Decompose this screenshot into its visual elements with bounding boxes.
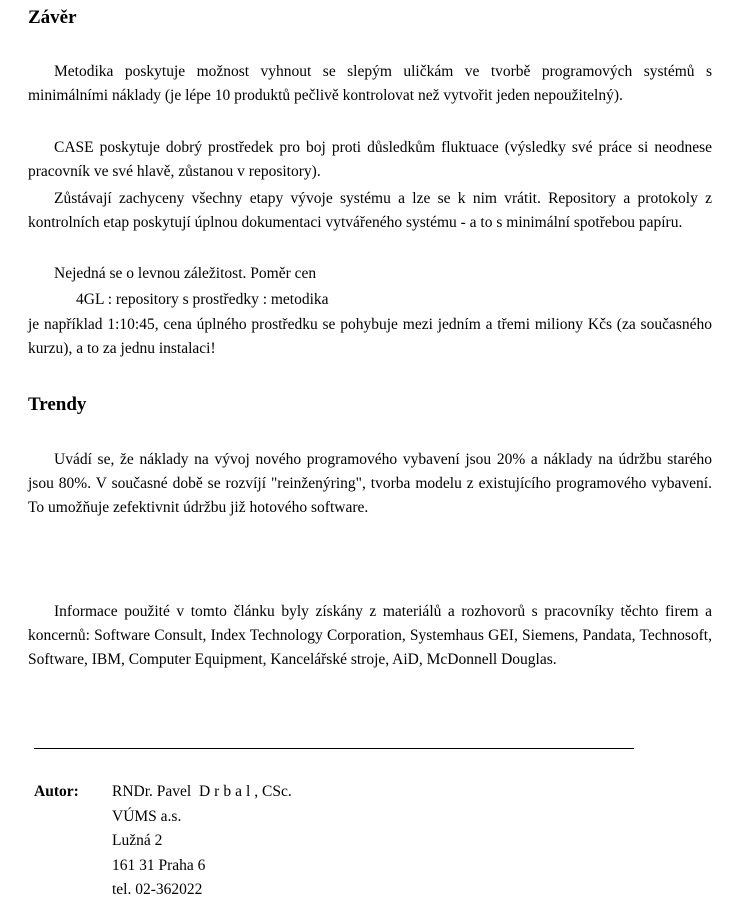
conclusion-paragraph-1: Metodika poskytuje možnost vyhnout se slepým uličkám ve tvorbě programových systémů s minimálními náklady (je lépe 10 produktů pečlivě kontrolovat než vytvořit jeden nepoužitelný). [28,63,712,104]
author-organization: VÚMS a.s. [112,807,182,825]
conclusion-paragraph-3: Zůstávají zachyceny všechny etapy vývoje systému a lze se k nim vrátit. Repository a protokoly z kontrolních etap poskytují úplnou dokumentaci vytvářeného systému - a to s minimální spotřebou papíru. [28,190,712,231]
author-block [112,780,292,903]
author-name-suffix: , CSc. [254,783,292,800]
conclusion-heading: Závěr [28,7,77,28]
author-surname: Drbal [198,783,255,800]
trends-heading: Trendy [28,394,87,415]
cost-intro: Nejedná se o levnou záležitost. Poměr cen [54,265,317,282]
cost-paragraph: je například 1:10:45, cena úplného prostředku se pohybuje mezi jedním a třemi miliony Kčs (za současného kurzu), a to za jednu instalaci! [28,316,712,357]
cost-ratio-line: 4GL : repository s prostředky : metodika [76,291,329,308]
author-label: Autor: [34,783,79,800]
trends-paragraph: Uvádí se, že náklady na vývoj nového programového vybavení jsou 20% a náklady na údržbu starého jsou 80%. V současné době se rozvíjí "reinženýring", tvorba modelu z existujícího programového vybavení. To umožňuje zefektivnit údržbu již hotového software. [28,451,712,516]
author-city: 161 31 Praha 6 [112,856,206,874]
author-name-prefix: RNDr. Pavel [112,783,192,800]
sources-paragraph: Informace použité v tomto článku byly získány z materiálů a rozhovorů s pracovníky těchto firem a koncernů: Software Consult, Index Technology Corporation, Systemhaus GEI, Siemens, Pandata, Technosoft, Software, IBM, Computer Equipment, Kancelářské stroje, AiD, McDonnell Douglas. [28,603,712,668]
author-phone: tel. 02-362022 [112,881,203,898]
separator-rule [34,748,634,749]
author-street: Lužná 2 [112,832,163,849]
author-name [112,780,292,805]
conclusion-paragraph-2: CASE poskytuje dobrý prostředek pro boj proti důsledkům fluktuace (výsledky své práce si neodnese pracovník ve své hlavě, zůstanou v repository). [28,139,712,180]
